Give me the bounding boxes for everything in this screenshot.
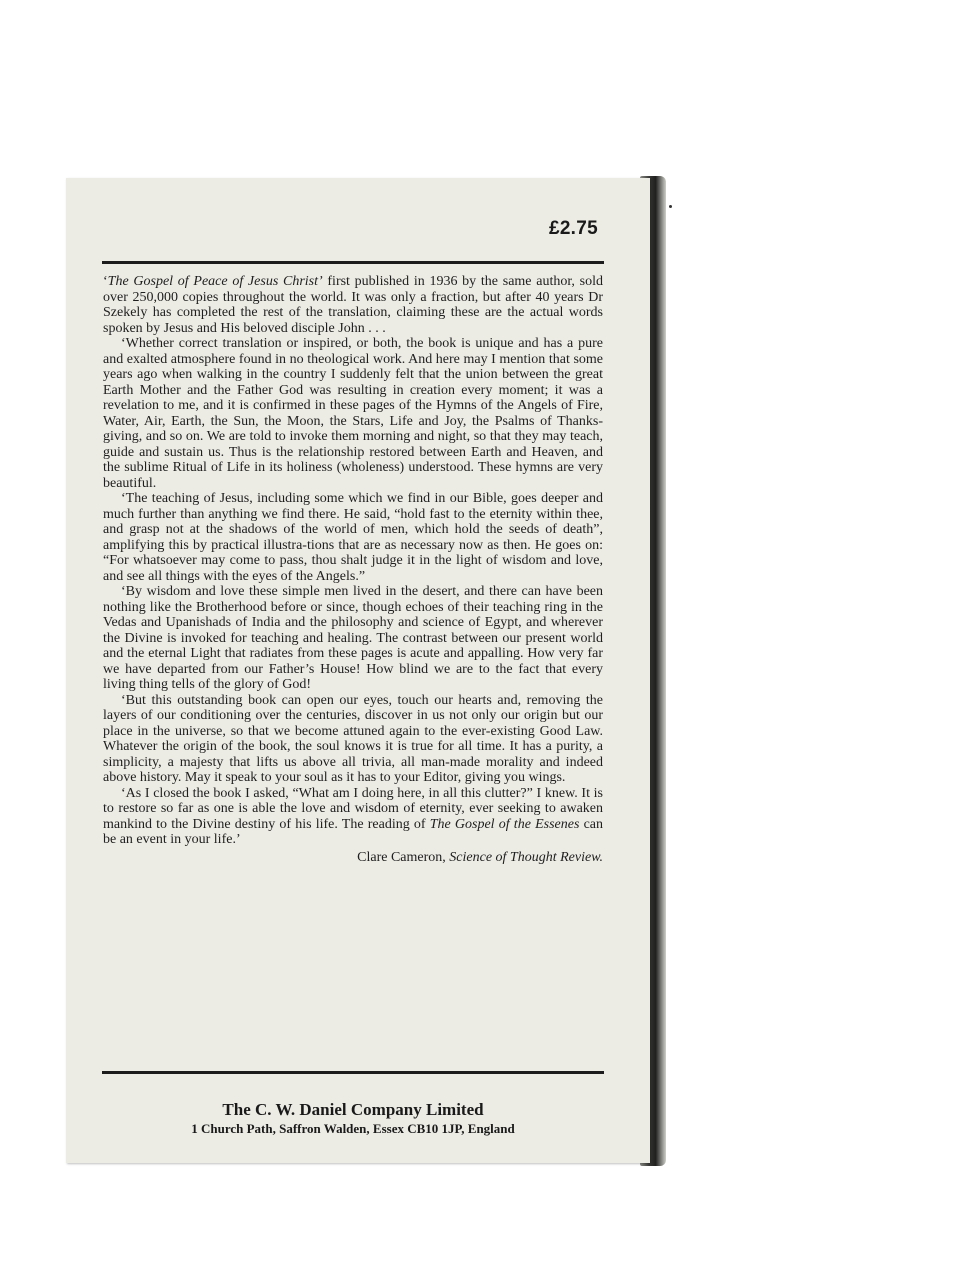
review-paragraph-6-end: can be an event in your life.’ [103,816,604,847]
review-attribution [103,850,603,866]
publisher-name: The C. W. Daniel Company Limited [222,1100,484,1119]
bottom-rule [102,1071,604,1074]
review-paragraph-6 [103,786,603,848]
review-paragraph-2: ‘Whether correct translation or inspired, or both, the book is unique and has a pure and exalted atmosphere found in no theological work. And here may I mention that some years ago when walking in the country I suddenly felt that the union between the great Earth Mother and the Father God was resulting in creation every moment; it was a revelation to me, and it is confirmed in these pages of the Hymns of the Angels of Fire, Water, Air, Earth, the Sun, the Moon, the Stars, Life and Joy, the Psalms of Thanks-giving, and so on. We are told to invoke them morning and night, so that they may teach, guide and sustain us. Thus is the relationship restored between Earth and Heaven, and the sublime Ritual of Life in its holiness (wholeness) understood. These hymns are very beautiful. [103,336,603,491]
review-paragraph-6-start: ‘As I closed the book I asked, “What am I doing here, in all this clutter?” I knew. It is to restore so far as one is able the love and wisdom of eternity, ever seeking to awaken mankind to the Divine destiny of his life. The reading of [103,785,603,832]
review-paragraph-1-text: first published in 1936 by the same author, sold over 250,000 copies throughout the world. It was only a fraction, but after 40 years Dr Szekely has completed the rest of the translation, claiming these are the actual words spoken by Jesus and His beloved disciple John . . . [103,274,604,336]
price-label: £2.75 [548,218,598,239]
top-rule [102,261,604,264]
publisher-address: 1 Church Path, Saffron Walden, Essex CB10 1JP, England [191,1121,515,1136]
back-cover [66,178,650,1163]
publisher-block [102,1100,604,1138]
dust-speck [669,205,672,208]
review-paragraph-5: ‘But this outstanding book can open our eyes, touch our hearts and, removing the layers of our conditioning over the centuries, discover in us not only our origin but our place in the universe, so that we become attuned again to the ever-existing Good Law. Whatever the origin of the book, the soul knows it is true for all time. It has a purity, a simplicity, a majesty that lifts us above all trivia, all man-made morality and indeed above history. May it speak to your soul as it has to your Editor, giving you wings. [103,692,603,785]
review-paragraph-4: ‘By wisdom and love these simple men lived in the desert, and there can have been nothing like the Brotherhood before or since, though echoes of their teaching ring in the Vedas and Upanishads of India and the philosophy and science of Egypt, and wherever the Divine is invoked for teaching and healing. The contrast between our present world and the eternal Light that radiates from these pages is acute and appalling. How very far we have departed from our Father’s House! How blind we are to the fact that every living thing tells of the glory of God! [103,584,603,692]
review-paragraph-1 [103,274,603,336]
review-text [103,274,603,865]
review-source: Science of Thought Review. [449,849,603,865]
opening-quote: ‘ [103,274,108,289]
book-title-gospel-of-peace: The Gospel of Peace of Jesus Christ’ [107,274,323,289]
reviewer-name: Clare Cameron, [357,849,450,865]
book-title-gospel-of-essenes: The Gospel of the Essenes [429,816,580,832]
review-paragraph-3: ‘The teaching of Jesus, including some which we find in our Bible, goes deeper and much further than anything we find there. He said, “hold fast to the eternity within thee, and grasp not at the shadows of the world of men, which hold the seeds of death”, amplifying this by practical illustra-tions that are as necessary now as then. He goes on: “For whatsoever may come to pass, thou shalt judge it in the light of wisdom and love, and see all things with the eyes of the Angels.” [103,491,603,584]
